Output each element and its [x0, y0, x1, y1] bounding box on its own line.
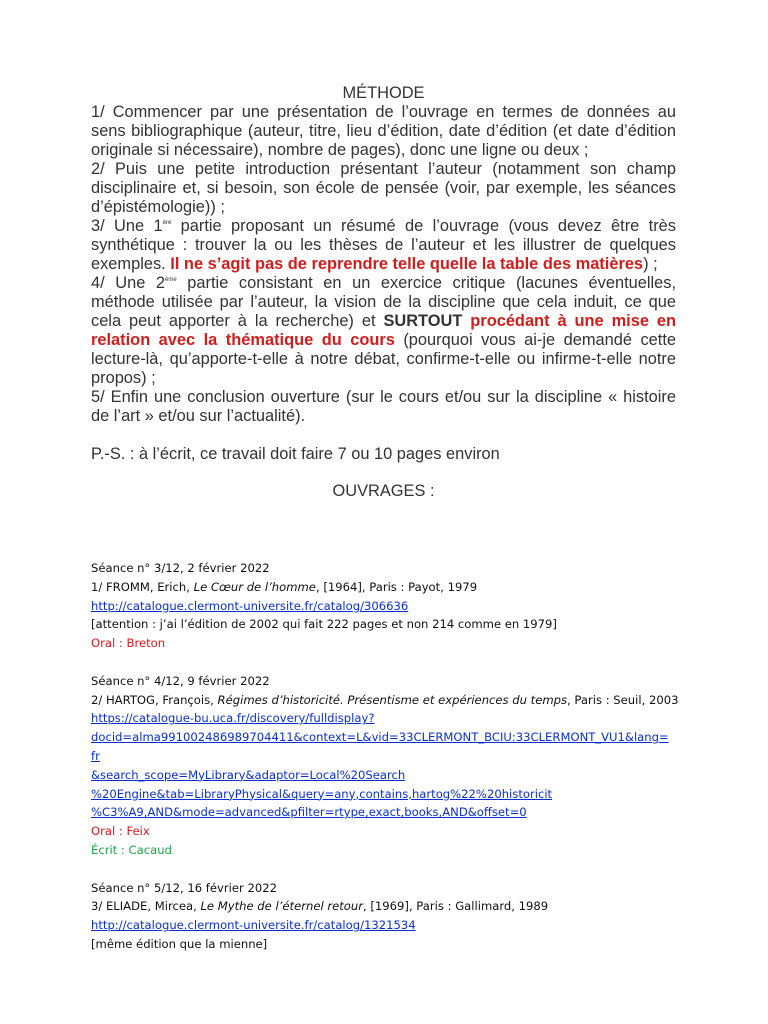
book-author: 3/ ELIADE, Mircea, — [91, 899, 201, 914]
step-4-end: (pourquoi vous ai-je demandé cette lecture-là, qu’apporte-t-elle à notre débat, confirme-t-elle ou infirme-t-elle notre propos) ; — [91, 331, 676, 387]
session-date: Séance n° 3/12, 2 février 2022 — [91, 561, 270, 575]
ouvrages-heading: OUVRAGES : — [332, 482, 435, 500]
catalog-link-line[interactable]: &search_scope=MyLibrary&adaptor=Local%20Search — [91, 767, 406, 782]
step-4-text: 4/ Une 2 — [91, 274, 166, 292]
step-3-emphasis: Il ne s’agit pas de reprendre telle quelle la table des matières — [170, 255, 644, 273]
book-title: Le Cœur de l’homme — [193, 579, 316, 594]
book-publication: , [1969], Paris : Gallimard, 1989 — [363, 899, 549, 914]
catalog-link[interactable]: http://catalogue.clermont-universite.fr/catalog/1321534 — [91, 918, 416, 933]
step-4-superscript: ème — [165, 277, 177, 283]
written-assignment: Écrit : Cacaud — [91, 842, 172, 857]
methode-step-1: 1/ Commencer par une présentation de l’ouvrage en termes de données au sens bibliographique (auteur, titre, lieu d’édition, date d’édition (et date d’édition originale si nécessaire), nombre de pages), donc une ligne ou deux ; — [91, 103, 676, 159]
list-item — [91, 559, 691, 653]
methode-step-4 — [91, 274, 676, 388]
catalog-link[interactable] — [91, 709, 671, 822]
reading-list — [91, 559, 691, 973]
step-4-surtout: SURTOUT — [383, 312, 463, 330]
book-reference — [91, 578, 691, 597]
session-date: Séance n° 4/12, 9 février 2022 — [91, 673, 270, 688]
book-publication: , Paris : Seuil, 2003 — [567, 692, 679, 707]
book-reference — [91, 691, 691, 710]
book-author: 2/ HARTOG, François, — [91, 692, 218, 707]
book-reference — [91, 897, 691, 916]
step-3-superscript: ère — [162, 220, 172, 226]
step-4-emphasis: procédant à une mise en relation avec la thématique du cours — [91, 312, 676, 349]
methode-step-2: 2/ Puis une petite introduction présentant l’auteur (notamment son champ disciplinaire et, si besoin, son école de pensée (voir, par exemple, les séances d’épistémologie)) ; — [91, 160, 676, 216]
step-3-text-cont: partie proposant un résumé de l’ouvrage (vous devez être très synthétique : trouver la ou les thèses de l’auteur et les illustrer de quelques exemples. — [91, 217, 676, 273]
catalog-link[interactable]: http://catalogue.clermont-universite.fr/catalog/306636 — [91, 598, 409, 613]
catalog-link-line[interactable]: https://catalogue-bu.uca.fr/discovery/fulldisplay? — [91, 711, 375, 726]
list-item — [91, 879, 691, 954]
edition-note: [même édition que la mienne] — [91, 936, 268, 951]
session-date: Séance n° 5/12, 16 février 2022 — [91, 880, 277, 895]
book-author: 1/ FROMM, Erich, — [91, 579, 194, 594]
list-item — [91, 672, 691, 860]
oral-assignment: Oral : Breton — [91, 636, 166, 651]
methode-section — [91, 84, 676, 501]
book-publication: , [1964], Paris : Payot, 1979 — [315, 579, 478, 594]
step-4-text-cont: partie consistant en un exercice critique (lacunes éventuelles, méthode utilisée par l’auteur, la vision de la discipline que cela induit, ce que cela peut apporter à la recherche) et — [91, 274, 676, 330]
methode-title: MÉTHODE — [342, 84, 425, 102]
step-3-end: ) ; — [643, 255, 658, 273]
methode-step-5: 5/ Enfin une conclusion ouverture (sur le cours et/ou sur la discipline « histoire de l’art » et/ou sur l’actualité). — [91, 388, 676, 425]
postscript: P.-S. : à l’écrit, ce travail doit faire 7 ou 10 pages environ — [91, 445, 500, 463]
edition-note: [attention : j’ai l’édition de 2002 qui fait 222 pages et non 214 comme en 1979] — [91, 617, 557, 632]
catalog-link-line[interactable]: %20Engine&tab=LibraryPhysical&query=any,contains,hartog%22%20historicit — [91, 786, 553, 801]
step-3-text: 3/ Une 1 — [91, 217, 163, 235]
book-title: Régimes d’historicité. Présentisme et expériences du temps — [217, 692, 568, 707]
catalog-link-line[interactable]: docid=alma991002486989704411&context=L&vid=33CLERMONT_BCIU:33CLERMONT_VU1&lang=fr — [91, 730, 669, 763]
catalog-link-line[interactable]: %C3%A9,AND&mode=advanced&pfilter=rtype,exact,books,AND&offset=0 — [91, 805, 527, 820]
methode-step-3 — [91, 217, 676, 274]
book-title: Le Mythe de l’éternel retour — [200, 899, 364, 914]
oral-assignment: Oral : Feix — [91, 824, 150, 839]
